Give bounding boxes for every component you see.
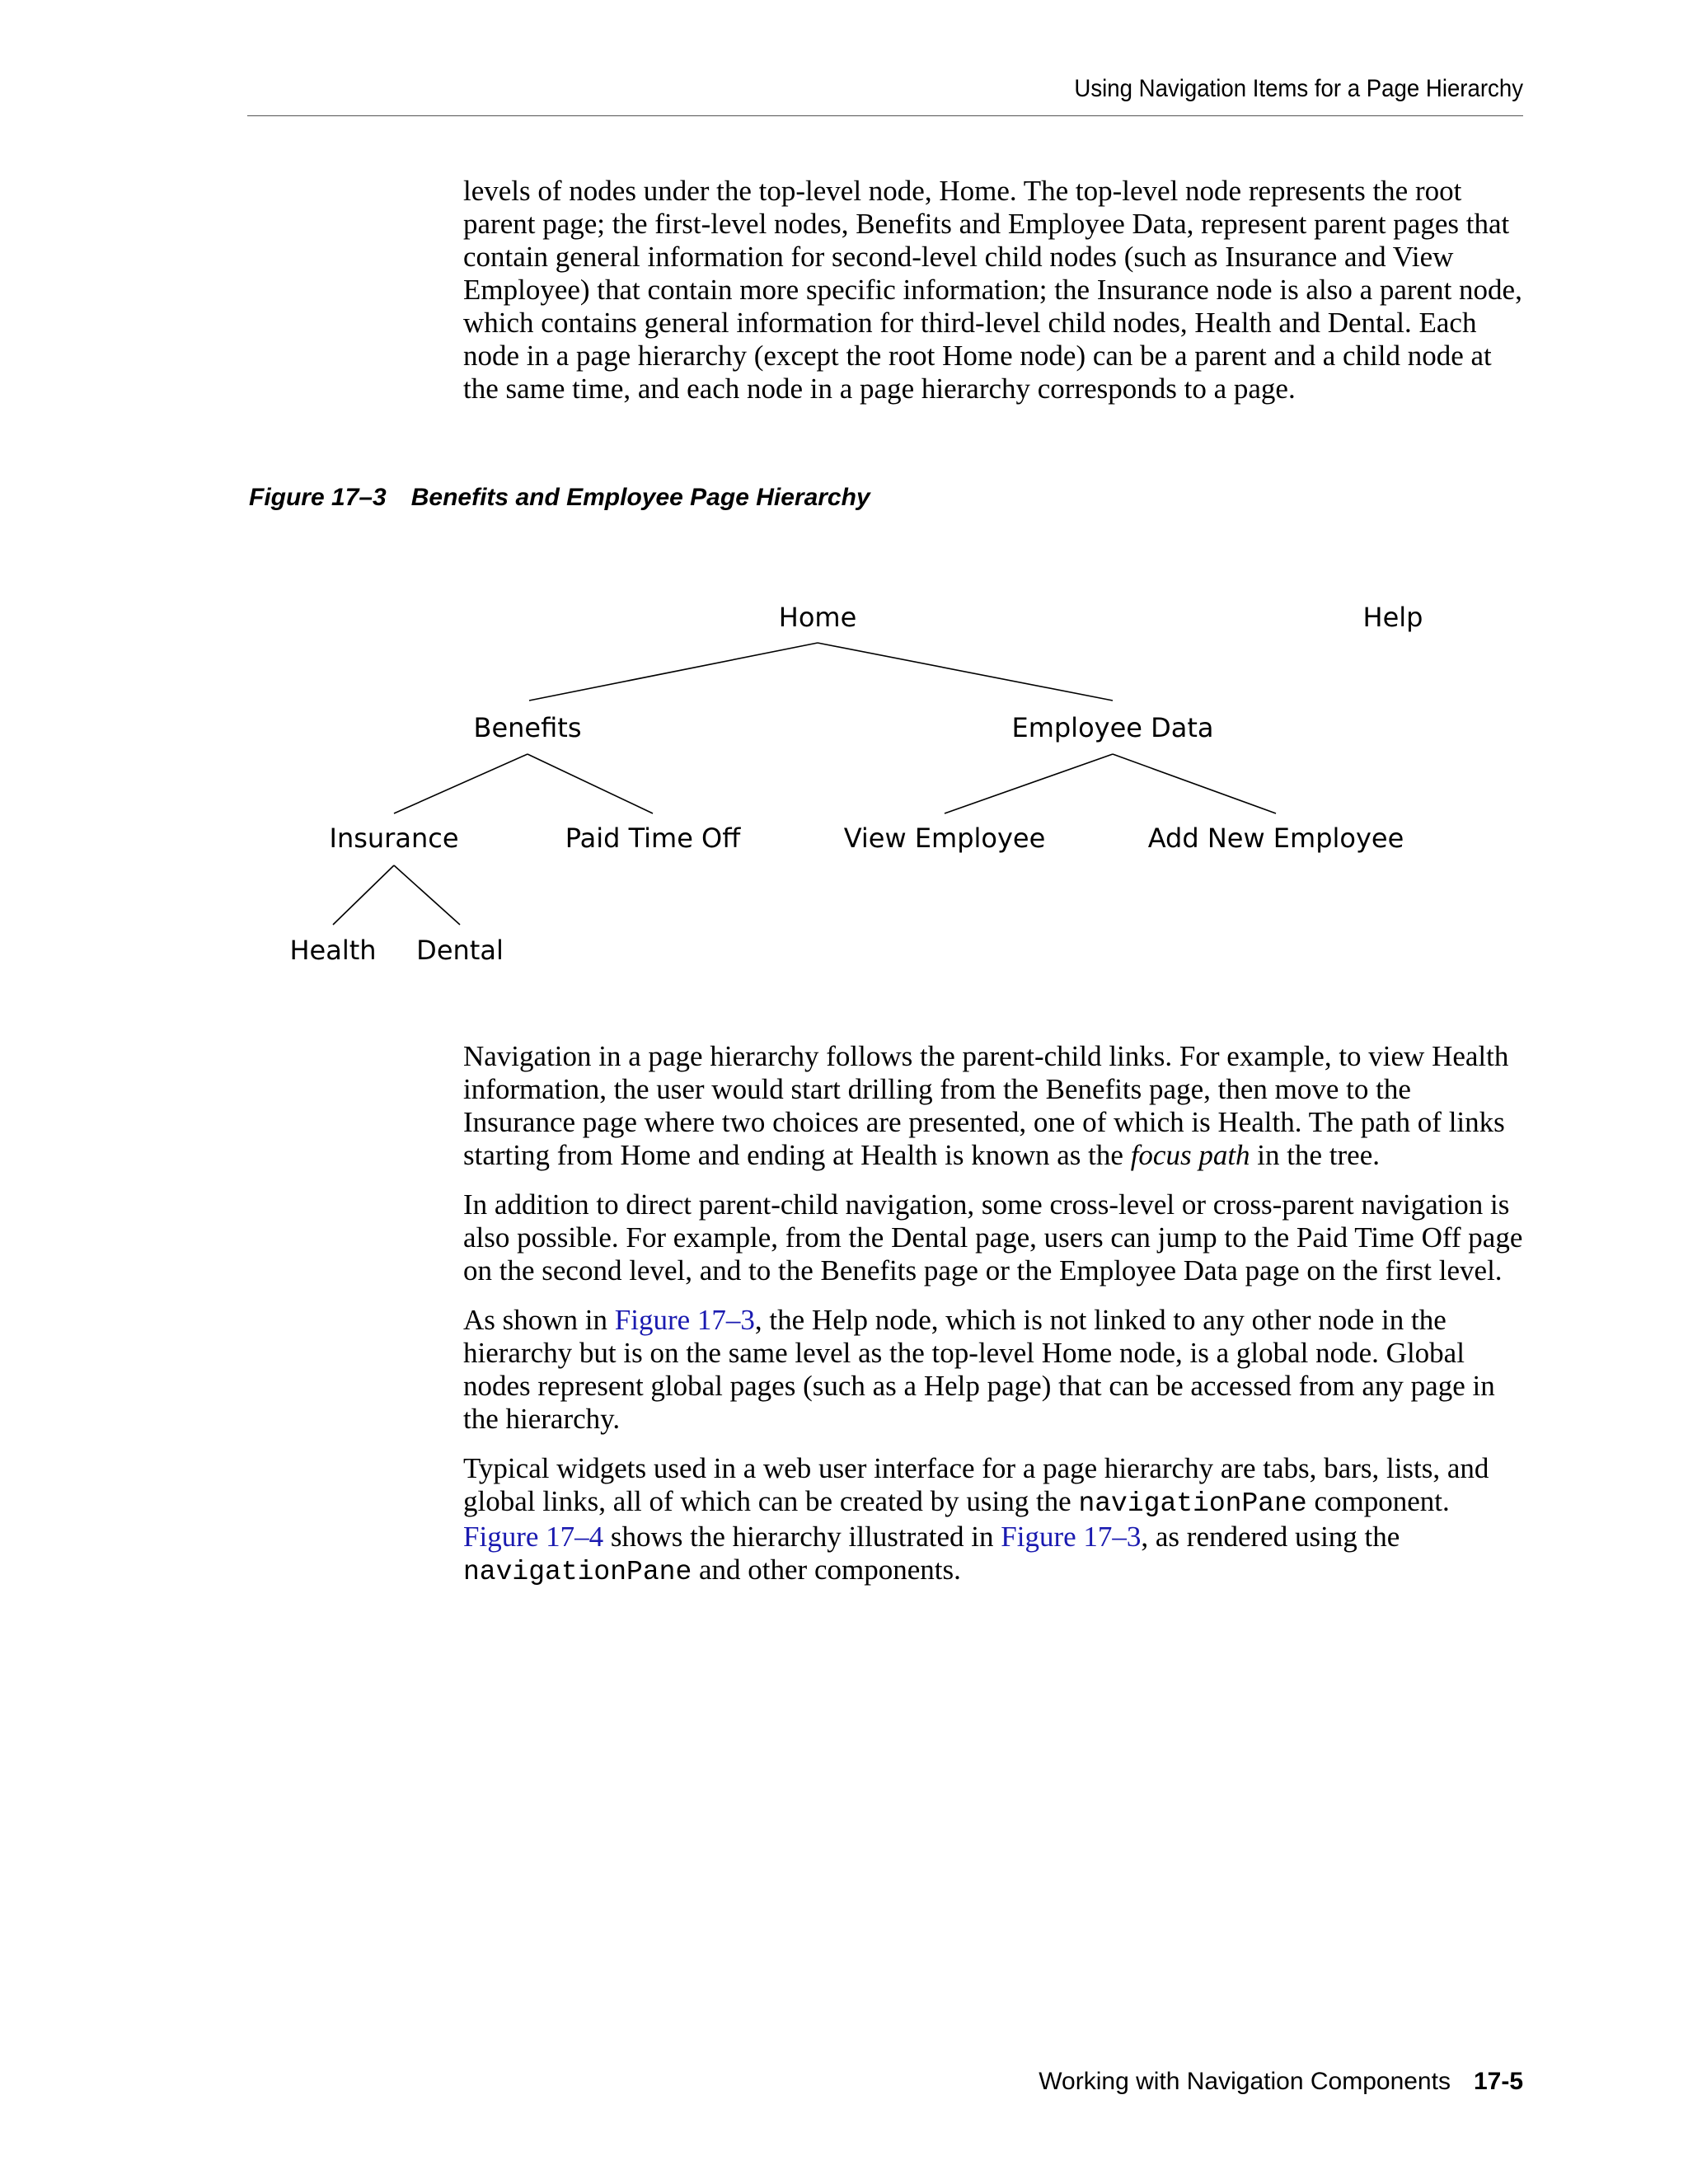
paragraph-global-lead: As shown in <box>463 1304 615 1336</box>
node-help: Help <box>1362 602 1423 633</box>
focus-path-term: focus path <box>1130 1139 1250 1171</box>
node-health: Health <box>289 935 377 966</box>
running-header-title: Using Navigation Items for a Page Hierarchy <box>1074 75 1523 102</box>
node-add-new-employee: Add New Employee <box>1147 823 1404 854</box>
footer-chapter-title: Working with Navigation Components <box>1039 2068 1451 2095</box>
paragraph-global-node <box>463 1304 1525 1436</box>
code-navigation-pane-second: navigationPane <box>463 1557 692 1587</box>
paragraph-widgets-part1: Typical widgets used in a web user interface for a page hierarchy are tabs, bars, lists, and global links, all of which can be created by using the <box>463 1452 1489 1517</box>
figure-17-3-link-second[interactable]: Figure 17–3 <box>1001 1521 1142 1553</box>
paragraph-widgets-part3: shows the hierarchy illustrated in <box>603 1521 1001 1553</box>
body-text-block <box>463 1040 1525 1605</box>
paragraph-widgets-part5: and other components. <box>692 1554 961 1586</box>
intro-text-block <box>463 175 1525 422</box>
paragraph-cross-level: In addition to direct parent-child navigation, some cross-level or cross-parent navigation is also possible. For example, from the Dental page, users can jump to the Paid Time Off page on the second level, and to the Benefits page or the Employee Data page on the first level. <box>463 1188 1523 1286</box>
edge-insurance-dental <box>394 865 460 925</box>
paragraph-widgets-part2: component. <box>1306 1485 1450 1517</box>
intro-paragraph: levels of nodes under the top-level node, Home. The top-level node represents the root parent page; the first-level nodes, Benefits and Employee Data, represent parent pages that contain general information for second-level child nodes (such as Insurance and View Employee) that contain more specific information; the Insurance node is also a parent node, which contains general information for third-level child nodes, Health and Dental. Each node in a page hierarchy (except the root Home node) can be a parent and a child node at the same time, and each node in a page hierarchy corresponds to a page. <box>463 175 1522 405</box>
figure-17-3-link[interactable]: Figure 17–3 <box>614 1304 755 1336</box>
figure-caption <box>249 481 870 514</box>
node-paid-time-off: Paid Time Off <box>565 823 741 854</box>
node-dental: Dental <box>416 935 504 966</box>
edge-home-employee-data <box>818 643 1113 701</box>
edge-insurance-health <box>333 865 394 925</box>
paragraph-navigation-tail: in the tree. <box>1250 1139 1380 1171</box>
figure-title: Benefits and Employee Page Hierarchy <box>410 484 870 511</box>
running-footer <box>1039 2065 1523 2098</box>
page-hierarchy-diagram <box>247 577 1500 972</box>
edge-home-benefits <box>529 643 818 701</box>
node-home: Home <box>778 602 857 633</box>
edge-benefits-insurance <box>394 754 528 813</box>
node-insurance: Insurance <box>329 823 459 854</box>
node-view-employee: View Employee <box>843 823 1046 854</box>
header-rule <box>247 115 1523 116</box>
edge-benefits-paid-time-off <box>528 754 653 813</box>
paragraph-widgets <box>463 1452 1525 1589</box>
figure-number: Figure 17–3 <box>249 484 387 511</box>
paragraph-global-text: , the Help node, which is not linked to any other node in the hierarchy but is on the same level as the top-level Home node, is a global node. Global nodes represent global pages (such as a Help page) that can be accessed from any page in the hierarchy. <box>463 1304 1495 1435</box>
page-number: 17-5 <box>1473 2068 1523 2095</box>
code-navigation-pane: navigationPane <box>1078 1488 1307 1519</box>
edge-employee-data-view-employee <box>945 754 1113 813</box>
paragraph-navigation-text: Navigation in a page hierarchy follows the parent-child links. For example, to view Health information, the user would start drilling from the Benefits page, then move to the Insurance page where two choices are presented, one of which is Health. The path of links starting from Home and ending at Health is known as the <box>463 1040 1509 1171</box>
edge-employee-data-add-new-employee <box>1113 754 1276 813</box>
figure-17-4-link[interactable]: Figure 17–4 <box>463 1521 604 1553</box>
node-employee-data: Employee Data <box>1011 712 1214 743</box>
node-benefits: Benefits <box>473 712 582 743</box>
paragraph-navigation <box>463 1040 1525 1172</box>
paragraph-widgets-part4: , as rendered using the <box>1141 1521 1400 1553</box>
